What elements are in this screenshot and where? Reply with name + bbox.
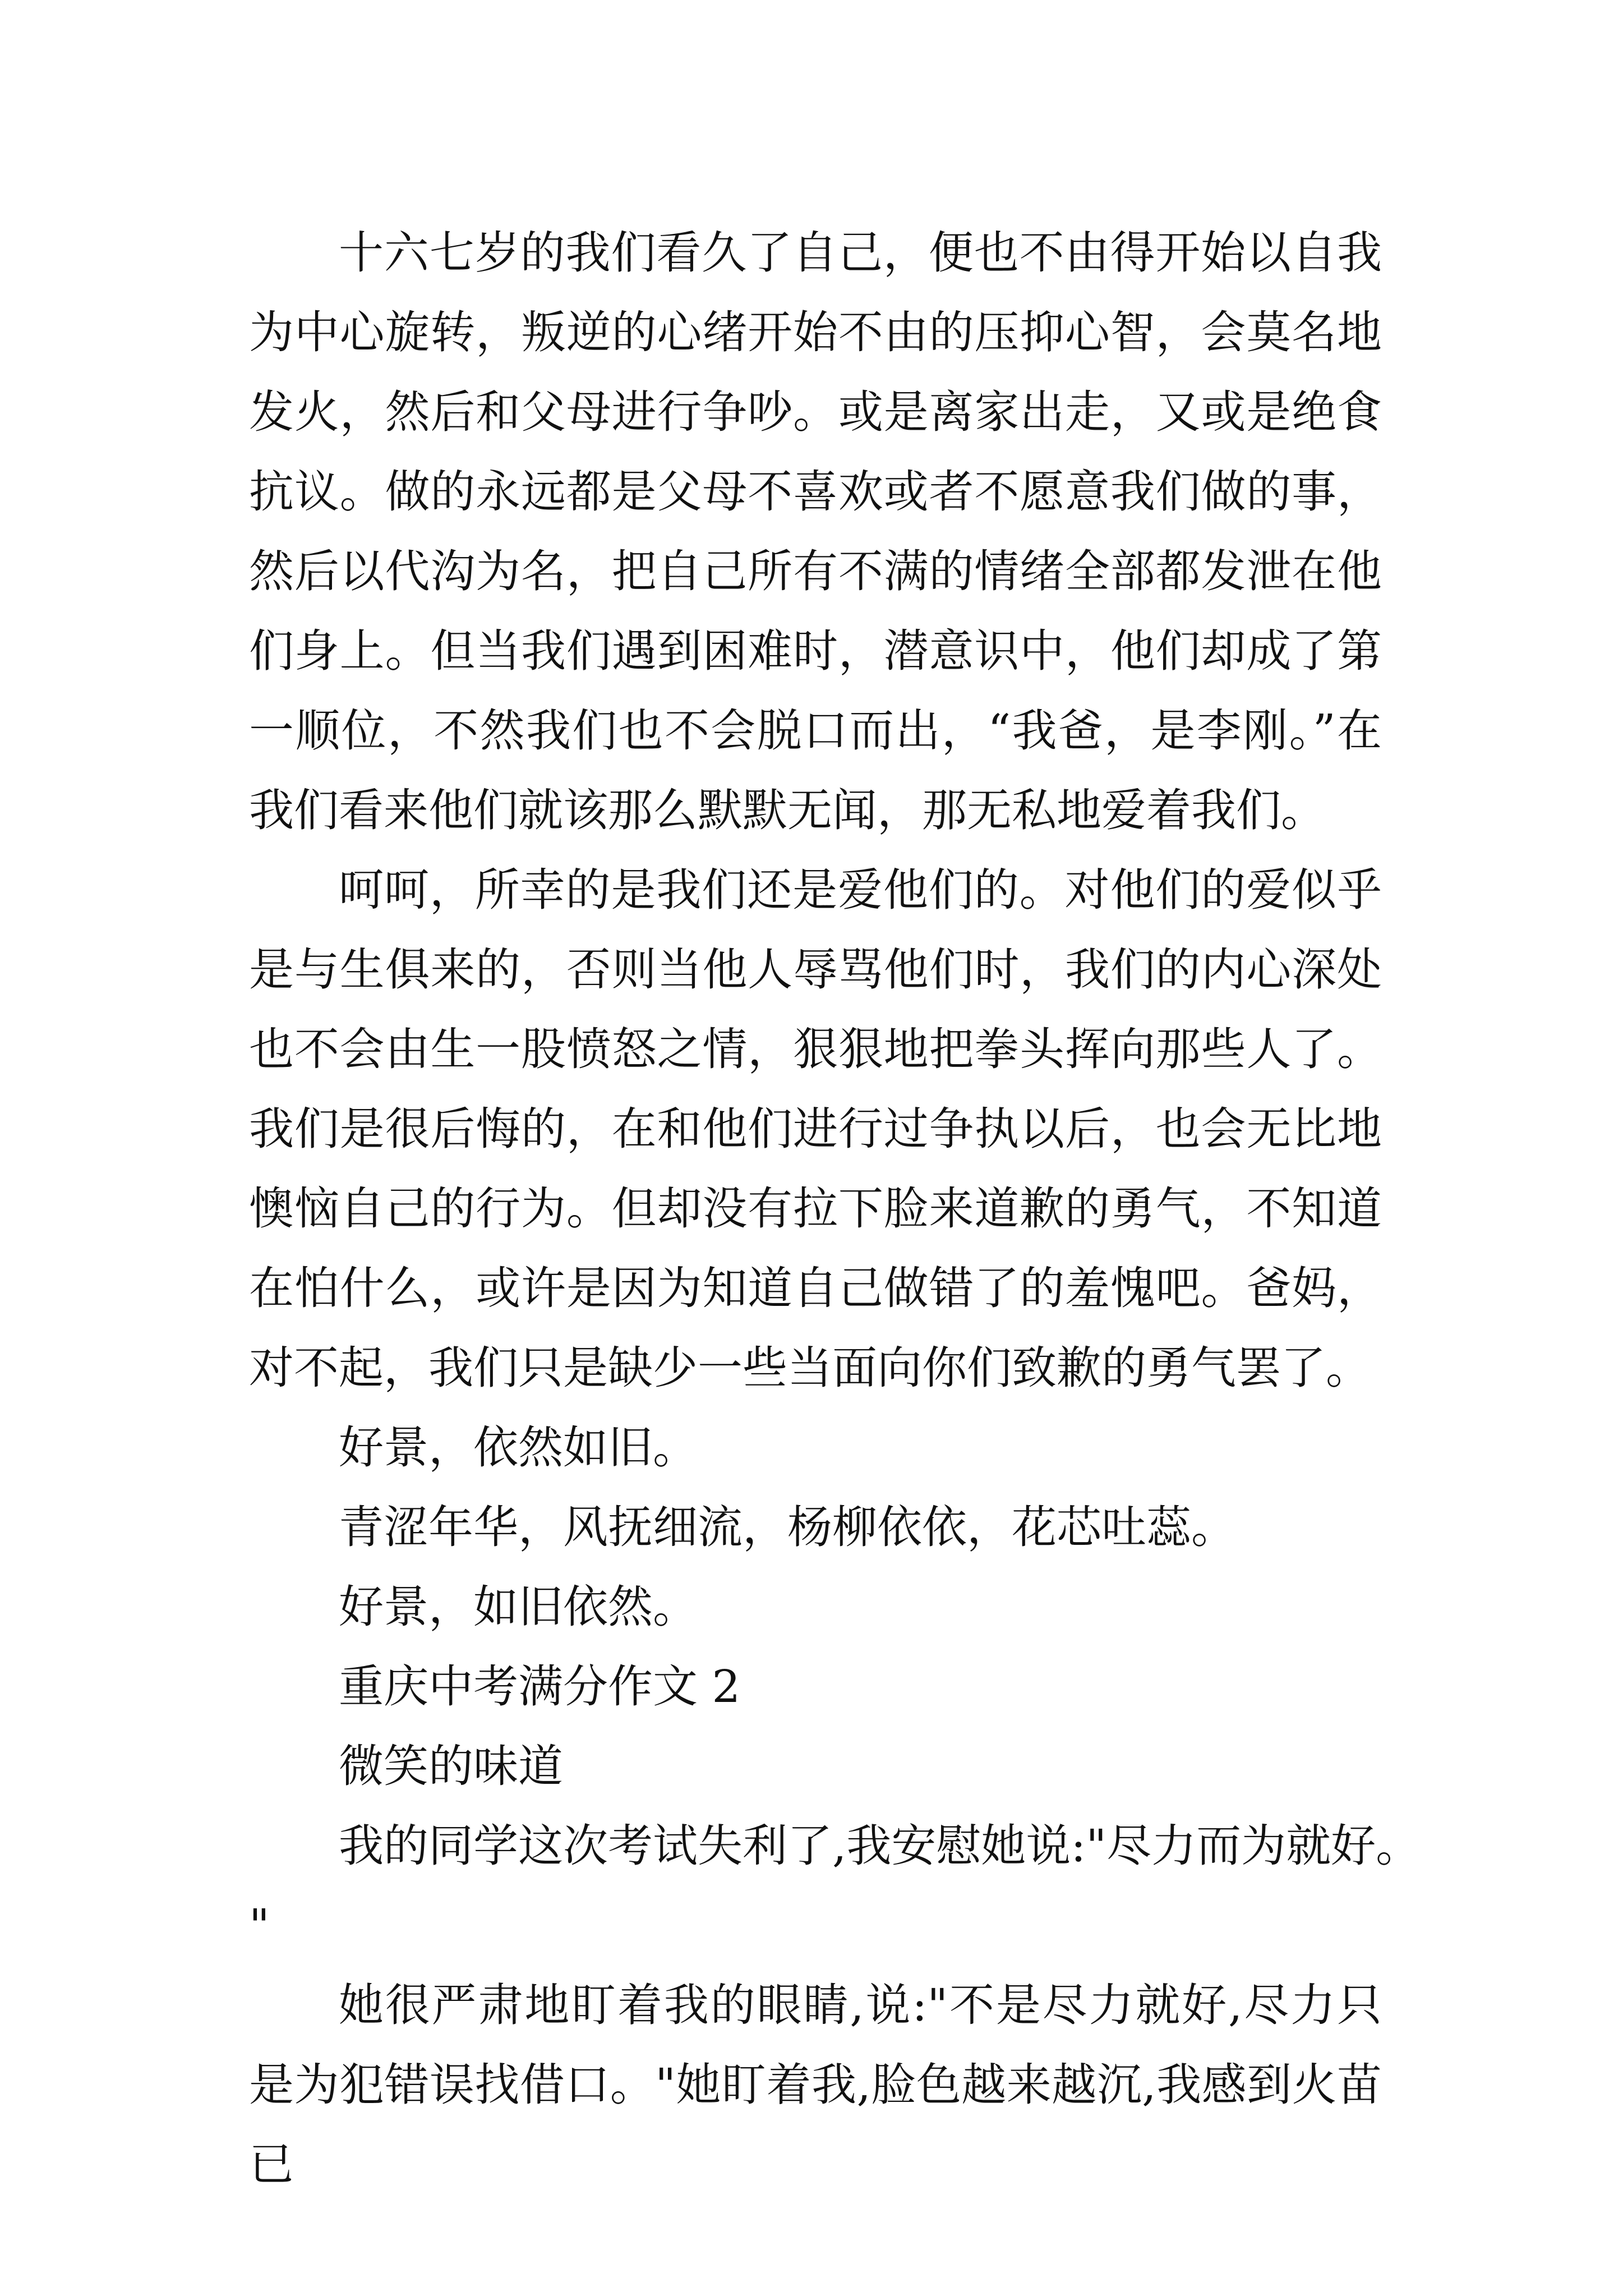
essay-heading: 重庆中考满分作文 2: [339, 1660, 741, 1713]
paragraph-1: 十六七岁的我们看久了自己，便也不由得开始以自我为中心旋转，叛逆的心绪开始不由的压抑心智，会莫名地发火，然后和父母进行争吵。或是离家出走，又或是绝食抗议。做的永远都是父母不喜欢或者不愿意我们做的事，然后以代沟为名，把自己所有不满的情绪全部都发泄在他们身上。但当我们遇到困难时，潜意识中，他们却成了第一顺位，不然我们也不会脱口而出，“我爸，是李刚。”在我们看来他们就该那么默默无闻，那无私地爱着我们。: [249, 227, 1382, 836]
line-youth: 青涩年华，风抚细流，杨柳依依，花芯吐蕊。: [339, 1501, 1236, 1553]
paragraph-4: 她很严肃地盯着我的眼睛,说:"不是尽力就好,尽力只是为犯错误找借口。"她盯着我,脸色越来越沉,我感到火苗已: [249, 1979, 1382, 2191]
line-good-scenery-1: 好景，依然如旧。: [339, 1421, 698, 1474]
paragraph-3-closing-quote: ": [249, 1899, 270, 1952]
line-good-scenery-2: 好景，如旧依然。: [339, 1581, 698, 1633]
document-body: [249, 213, 1421, 2205]
paragraph-3: 我的同学这次考试失利了,我安慰她说:"尽力而为就好。: [339, 1820, 1421, 1872]
essay-title: 微笑的味道: [339, 1740, 563, 1792]
paragraph-2: 呵呵，所幸的是我们还是爱他们的。对他们的爱似乎是与生俱来的，否则当他人辱骂他们时，我们的内心深处也不会由生一股愤怒之情，狠狠地把拳头挥向那些人了。我们是很后悔的，在和他们进行过争执以后，也会无比地懊恼自己的行为。但却没有拉下脸来道歉的勇气，不知道在怕什么，或许是因为知道自己做错了的羞愧吧。爸妈，对不起，我们只是缺少一些当面向你们致歉的勇气罢了。: [249, 864, 1382, 1394]
